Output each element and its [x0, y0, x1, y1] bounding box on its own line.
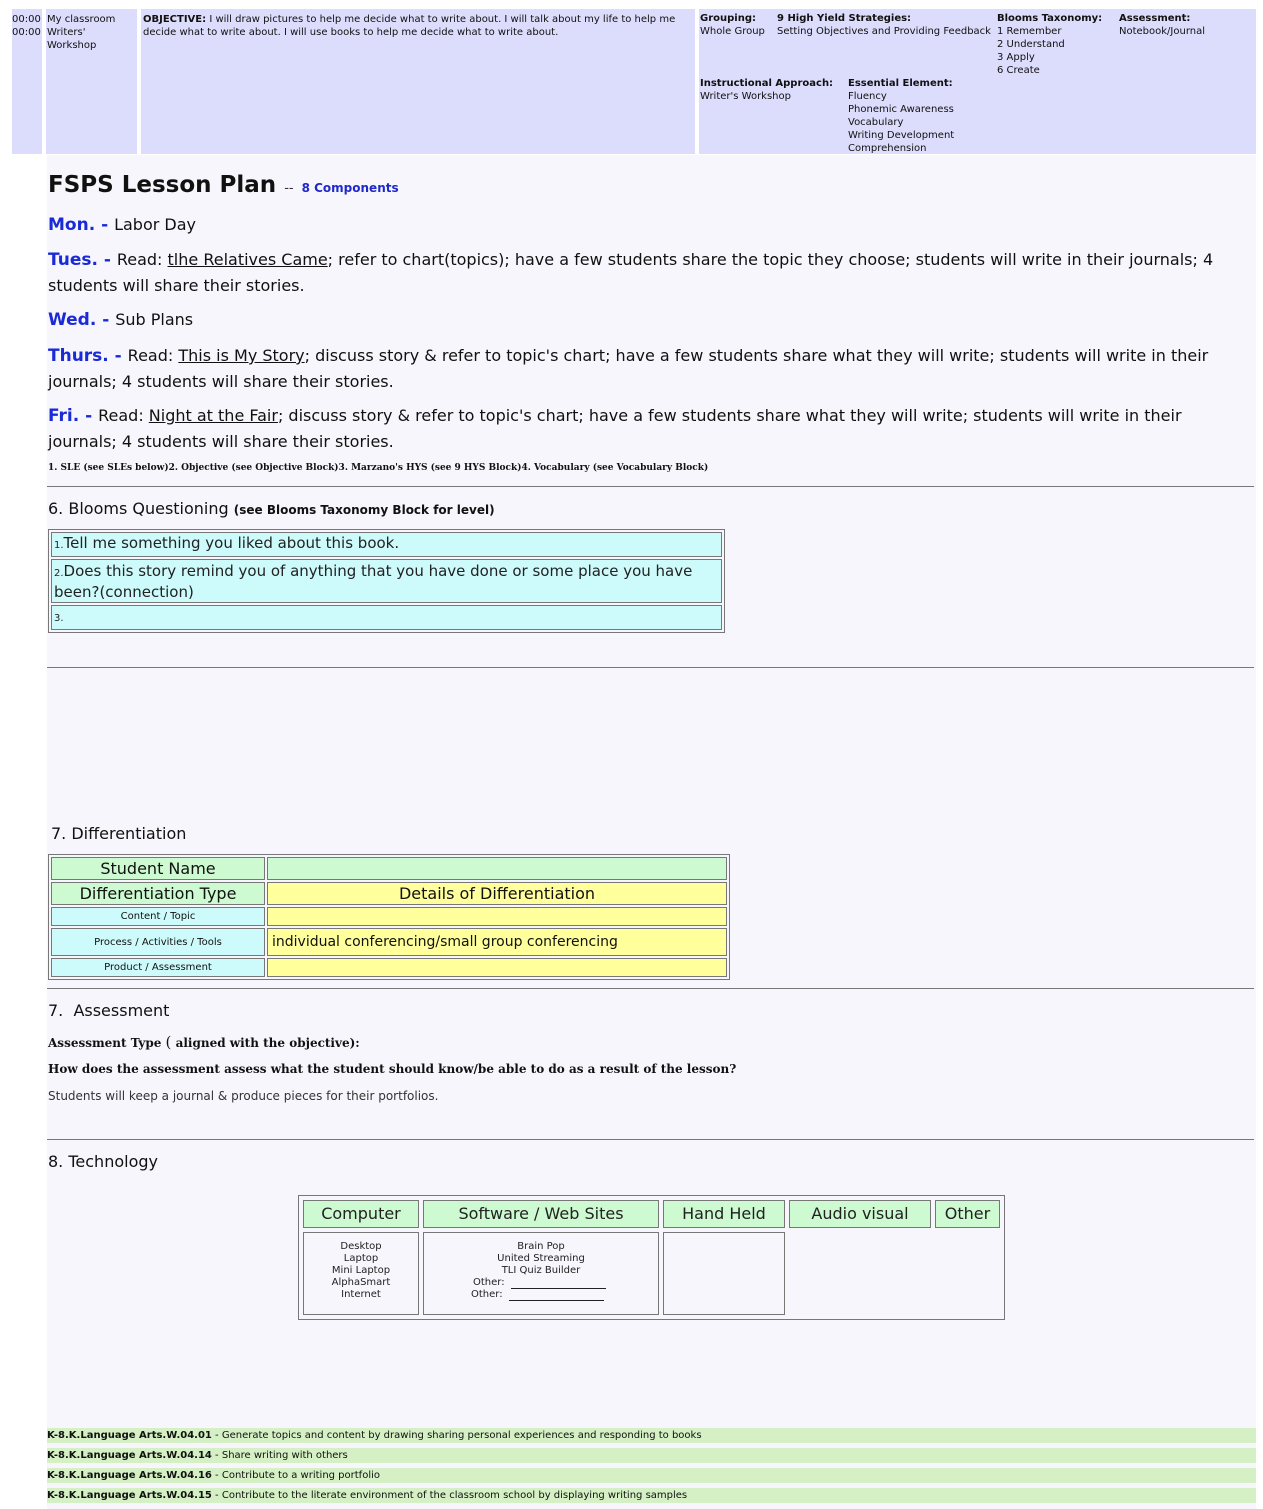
- other-blank[interactable]: [511, 1279, 606, 1289]
- blooms-block: [997, 12, 1102, 77]
- classroom-name: My classroom: [47, 14, 116, 25]
- tech-body-row: [303, 1232, 1000, 1315]
- divider: [47, 667, 1254, 668]
- assessment-title: 7. Assessment: [48, 1001, 170, 1020]
- other-box: [935, 1232, 1000, 1315]
- diff-detail[interactable]: [267, 907, 727, 926]
- computer-box: [303, 1232, 419, 1315]
- day-plan: Labor Day: [114, 215, 196, 234]
- day-label: Fri.: [48, 406, 80, 426]
- student-name-value[interactable]: [267, 857, 727, 880]
- diff-type-header: Differentiation Type: [51, 882, 265, 905]
- essential-label: Essential Element:: [848, 78, 953, 89]
- essential-item: Fluency: [848, 91, 887, 102]
- day-label: Thurs.: [48, 346, 109, 366]
- question-row: [51, 605, 722, 630]
- blooms-note: (see Blooms Taxonomy Block for level): [233, 503, 495, 517]
- assessment-block: [1119, 12, 1205, 38]
- objective-cell: [141, 9, 695, 154]
- computer-item: Mini Laptop: [331, 1265, 391, 1276]
- blooms-level: 1 Remember: [997, 26, 1062, 37]
- diff-row: [51, 928, 727, 956]
- components-list: 1. SLE (see SLEs below)2. Objective (see Objective Block)3. Marzano's HYS (see 9 HYS Block)4. Vocabulary (see Vocabulary Block): [48, 463, 709, 473]
- blooms-title-text: 6. Blooms Questioning: [48, 499, 229, 518]
- day-plan: ; discuss story & refer to topic's chart; have a few students share what they will write; students will write in their journals; 4 students will share their stories.: [48, 346, 1209, 391]
- sle-text: - Share writing with others: [211, 1450, 348, 1461]
- question-cell: [51, 532, 722, 557]
- header-row: [51, 882, 727, 905]
- computer-item: Laptop: [343, 1253, 379, 1264]
- read-label: Read:: [116, 250, 168, 269]
- blooms-level: 2 Understand: [997, 39, 1065, 50]
- tech-header-software: Software / Web Sites: [423, 1200, 659, 1228]
- handheld-box: [663, 1232, 785, 1315]
- question-cell: [51, 559, 722, 603]
- software-other-line: [425, 1289, 657, 1301]
- classroom-cell: [46, 9, 137, 154]
- tech-header-handheld: Hand Held: [663, 1200, 785, 1228]
- software-item: Brain Pop: [517, 1241, 565, 1252]
- sle-text: - Contribute to the literate environment of the classroom school by displaying writing samples: [211, 1490, 688, 1501]
- diff-row: [51, 907, 727, 926]
- details-cell: [699, 9, 1256, 154]
- diff-type: Process / Activities / Tools: [51, 928, 265, 956]
- diff-row: [51, 958, 727, 977]
- day-plan: Sub Plans: [115, 310, 194, 329]
- time-cell: [12, 9, 42, 154]
- day-sep: -: [79, 406, 99, 426]
- technology-table: [298, 1195, 1005, 1320]
- approach-label: Instructional Approach:: [700, 78, 834, 89]
- student-row: [51, 857, 727, 880]
- assessment-question: How does the assessment assess what the student should know/be able to do as a result of the lesson?: [48, 1062, 737, 1076]
- day-label: Wed.: [48, 310, 97, 330]
- time-start: 00:00: [12, 14, 41, 25]
- audiovisual-box: [789, 1232, 931, 1315]
- time-end: 00:00: [12, 27, 41, 38]
- diff-detail[interactable]: [267, 958, 727, 977]
- essential-item: Writing Development: [848, 130, 955, 141]
- objective-text: I will draw pictures to help me decide what to write about. I will talk about my life to help me decide what to write about. I will use books to help me decide what to write about.: [143, 14, 676, 38]
- essential-item: Phonemic Awareness: [848, 104, 954, 115]
- diff-detail[interactable]: individual conferencing/small group conferencing: [267, 928, 727, 956]
- day-sep: -: [97, 250, 117, 270]
- question-number: 1.: [54, 540, 64, 551]
- components-link[interactable]: 8 Components: [301, 181, 399, 195]
- class-subject: Writers' Workshop: [47, 27, 97, 51]
- sle-row: [47, 1448, 1256, 1463]
- day-sep: -: [96, 310, 116, 330]
- sle-text: - Generate topics and content by drawing sharing personal experiences and responding to books: [211, 1430, 702, 1441]
- question-row: [51, 559, 722, 603]
- objective-label: OBJECTIVE:: [143, 14, 207, 25]
- other-label: Other:: [471, 1289, 503, 1300]
- divider: [47, 988, 1254, 989]
- assessment-type-note: aligned with the objective):: [171, 1036, 360, 1050]
- divider: [47, 1139, 1254, 1140]
- tech-header-row: [303, 1200, 1000, 1228]
- differentiation-table: [48, 854, 730, 980]
- blooms-section-title: [48, 499, 495, 518]
- software-other-line: [425, 1277, 657, 1289]
- differentiation-title: 7. Differentiation: [51, 824, 187, 843]
- question-text: Tell me something you liked about this book.: [63, 534, 400, 552]
- assessment-answer: Students will keep a journal & produce pieces for their portfolios.: [48, 1089, 439, 1103]
- day-wednesday: [48, 307, 1253, 333]
- computer-item: Desktop: [340, 1241, 382, 1252]
- software-item: TLI Quiz Builder: [501, 1265, 581, 1276]
- day-tuesday: [48, 247, 1253, 298]
- sle-row: [47, 1468, 1256, 1483]
- diff-details-header: Details of Differentiation: [267, 882, 727, 905]
- essential-block: [848, 77, 954, 155]
- blooms-questions-table: [48, 529, 725, 633]
- book-title: tlhe Relatives Came: [167, 250, 328, 269]
- question-number: 2.: [54, 567, 64, 579]
- diff-type: Content / Topic: [51, 907, 265, 926]
- read-label: Read:: [127, 346, 179, 365]
- blooms-label: Blooms Taxonomy:: [997, 13, 1103, 24]
- assessment-type-paren: (: [165, 1033, 172, 1051]
- assessment-label: Assessment:: [1119, 13, 1191, 24]
- question-row: [51, 532, 722, 557]
- approach-block: [700, 77, 833, 103]
- essential-item: Comprehension: [848, 143, 927, 154]
- question-text: Does this story remind you of anything that you have done or some place you have been?(connection): [54, 561, 693, 601]
- sle-code: K-8.K.Language Arts.W.04.01: [47, 1430, 212, 1441]
- divider: [47, 486, 1254, 487]
- assessment-type-label: Assessment Type: [48, 1036, 162, 1050]
- approach-value: Writer's Workshop: [700, 91, 791, 102]
- page-title: [48, 172, 399, 198]
- grouping-value: Whole Group: [700, 26, 765, 37]
- read-label: Read:: [98, 406, 149, 425]
- computer-item: AlphaSmart: [331, 1277, 391, 1288]
- software-box: [423, 1232, 659, 1315]
- title-dash: --: [284, 181, 294, 196]
- blooms-level: 3 Apply: [997, 52, 1035, 63]
- day-friday: [48, 403, 1253, 454]
- sle-text: - Contribute to a writing portfolio: [211, 1470, 380, 1481]
- sle-row: [47, 1428, 1256, 1443]
- diff-type: Product / Assessment: [51, 958, 265, 977]
- question-number: 3.: [54, 613, 64, 624]
- sle-code: K-8.K.Language Arts.W.04.15: [47, 1490, 212, 1501]
- tech-header-computer: Computer: [303, 1200, 419, 1228]
- assessment-value: Notebook/Journal: [1119, 26, 1206, 37]
- other-blank[interactable]: [509, 1291, 604, 1301]
- day-label: Tues.: [48, 250, 98, 270]
- technology-title: 8. Technology: [48, 1152, 158, 1171]
- tech-header-other: Other: [935, 1200, 1000, 1228]
- sle-code: K-8.K.Language Arts.W.04.14: [47, 1450, 212, 1461]
- student-name-label: Student Name: [51, 857, 265, 880]
- day-plan: ; discuss story & refer to topic's chart; have a few students share what they will write; students will write in their journals; 4 students will share their stories.: [48, 406, 1182, 451]
- essential-item: Vocabulary: [848, 117, 904, 128]
- day-sep: -: [95, 215, 115, 235]
- software-item: United Streaming: [497, 1253, 585, 1264]
- day-label: Mon.: [48, 215, 96, 235]
- book-title: Night at the Fair: [148, 406, 278, 425]
- grouping-block: [700, 12, 765, 38]
- day-plan: ; refer to chart(topics); have a few students share the topic they choose; students will write in their journals; 4 students will share their stories.: [48, 250, 1214, 295]
- lesson-plan-title: FSPS Lesson Plan: [48, 172, 277, 198]
- other-label: Other:: [473, 1277, 505, 1288]
- grouping-label: Grouping:: [700, 13, 756, 24]
- computer-item: Internet: [341, 1289, 381, 1300]
- day-monday: [48, 212, 1253, 238]
- hys-value: Setting Objectives and Providing Feedback: [777, 26, 991, 37]
- blooms-level: 6 Create: [997, 65, 1040, 76]
- hys-block: [777, 12, 991, 38]
- book-title: This is My Story: [178, 346, 305, 365]
- assessment-type: [48, 1033, 360, 1051]
- question-cell: [51, 605, 722, 630]
- hys-label: 9 High Yield Strategies:: [777, 13, 912, 24]
- sle-row: [47, 1488, 1256, 1503]
- sle-code: K-8.K.Language Arts.W.04.16: [47, 1470, 212, 1481]
- tech-header-audiovisual: Audio visual: [789, 1200, 931, 1228]
- day-thursday: [48, 343, 1253, 394]
- day-sep: -: [108, 346, 128, 366]
